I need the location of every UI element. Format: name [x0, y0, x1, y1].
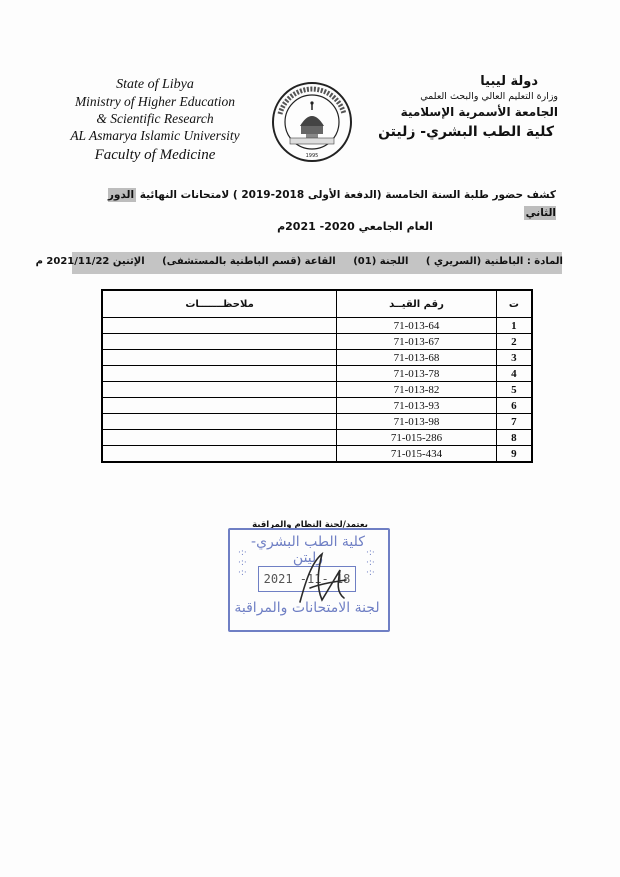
- faculty-name-en: Faculty of Medicine: [94, 147, 216, 163]
- registration-number: 71-013-93: [337, 398, 497, 414]
- registration-number: 71-013-82: [337, 382, 497, 398]
- registration-number: 71-013-98: [337, 414, 497, 430]
- row-number: 2: [496, 334, 532, 350]
- header-arabic: [348, 74, 558, 140]
- university-name-en: AL Asmarya Islamic University: [70, 128, 240, 143]
- seal-year: 1995: [305, 153, 319, 159]
- notes-cell: [102, 318, 337, 334]
- table-row: [102, 382, 532, 398]
- subject-name: المادة : الباطنية (السريري ): [425, 256, 563, 267]
- title-part-1: كشف حضور طلبة السنة الخامسة (الدفعة الأولى: [307, 189, 556, 201]
- subject-line: [35, 256, 563, 267]
- row-number: 7: [496, 414, 532, 430]
- registration-number: 71-013-64: [337, 318, 497, 334]
- notes-cell: [102, 430, 337, 446]
- approval-label: يعتمد/لجنة النظام والمراقبة: [252, 520, 368, 530]
- state-name-en: State of Libya: [116, 77, 194, 92]
- faculty-name-ar: كلية الطب البشري- زليتن: [378, 124, 554, 140]
- stamp-dots-right: ·:· ·:· ·:·: [366, 548, 375, 578]
- table-row: [102, 398, 532, 414]
- row-number: 9: [496, 446, 532, 463]
- handwritten-signature: [282, 540, 362, 620]
- academic-year: العام الجامعي 2020- 2021م: [277, 220, 433, 233]
- state-name-ar: دولة ليبيا: [480, 74, 538, 89]
- title-highlight: الدور الثاني: [107, 189, 556, 219]
- table-row: [102, 366, 532, 382]
- column-header-registration: رقم القيــد: [337, 290, 497, 318]
- committee-number: اللجنة (01): [353, 256, 409, 267]
- ministry-name-en: Ministry of Higher Education: [74, 94, 236, 109]
- stamp-faculty-text: كلية الطب البشري- زليتن: [251, 534, 365, 566]
- row-number: 1: [496, 318, 532, 334]
- header-english: [55, 76, 255, 164]
- row-number: 8: [496, 430, 532, 446]
- university-seal-icon: [270, 80, 354, 164]
- registration-number: 71-015-286: [337, 430, 497, 446]
- table-row: [102, 430, 532, 446]
- row-number: 6: [496, 398, 532, 414]
- notes-cell: [102, 350, 337, 366]
- attendance-table: [101, 289, 533, 463]
- university-name-ar: الجامعة الأسمرية الإسلامية: [400, 105, 558, 119]
- exam-day-date: الإثنين 2021/11/22 م: [35, 256, 145, 267]
- exam-hall: القاعة (قسم الباطنية بالمستشفى): [162, 256, 336, 267]
- table-row: [102, 446, 532, 463]
- registration-number: 71-013-67: [337, 334, 497, 350]
- ministry-name-ar: وزارة التعليم العالي والبحث العلمي: [420, 91, 558, 102]
- column-header-number: ت: [496, 290, 532, 318]
- notes-cell: [102, 398, 337, 414]
- title-part-3: ) لامتحانات النهائية: [139, 189, 238, 201]
- row-number: 3: [496, 350, 532, 366]
- table-row: [102, 334, 532, 350]
- registration-number: 71-013-78: [337, 366, 497, 382]
- row-number: 4: [496, 366, 532, 382]
- notes-cell: [102, 366, 337, 382]
- column-header-notes: ملاحظـــــــات: [102, 290, 337, 318]
- notes-cell: [102, 446, 337, 463]
- table-header-row: [102, 290, 532, 318]
- table-row: [102, 350, 532, 366]
- notes-cell: [102, 382, 337, 398]
- registration-number: 71-015-434: [337, 446, 497, 463]
- stamp-date: 2021 -11- 18: [258, 566, 356, 592]
- research-line-en: & Scientific Research: [96, 111, 214, 126]
- table-body: [102, 318, 532, 463]
- stamp-committee-text: لجنة الامتحانات والمراقبة: [234, 600, 380, 616]
- notes-cell: [102, 334, 337, 350]
- notes-cell: [102, 414, 337, 430]
- row-number: 5: [496, 382, 532, 398]
- registration-number: 71-013-68: [337, 350, 497, 366]
- table-row: [102, 318, 532, 334]
- stamp-dots-left: ·:· ·:· ·:·: [238, 548, 247, 578]
- document-title: [96, 186, 556, 219]
- title-years: 2018-2019: [241, 189, 305, 201]
- table-row: [102, 414, 532, 430]
